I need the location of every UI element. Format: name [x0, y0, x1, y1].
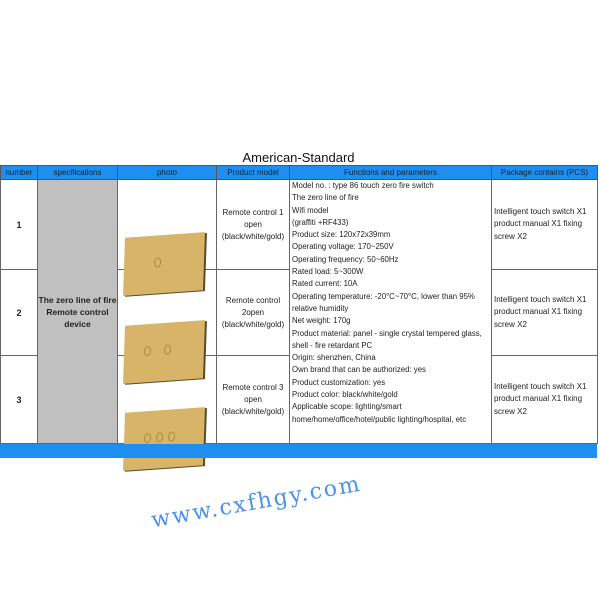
header-photo: photo: [118, 166, 217, 180]
header-row: [1, 166, 598, 180]
function-line: (graffiti +RF433): [292, 217, 349, 227]
function-line: Net weight: 170g: [292, 316, 351, 326]
function-line: Product size: 120x72x39mm: [292, 230, 391, 240]
function-line: Product material: panel - single crystal tempered glass, shell - fire retardant PC: [292, 328, 482, 350]
row-number: 1: [1, 180, 38, 270]
row-number: 2: [1, 270, 38, 356]
header-functions: Functions and parameters: [290, 166, 492, 180]
function-line: Own brand that can be authorized: yes: [292, 365, 426, 375]
function-line: Product customization: yes: [292, 377, 386, 387]
row-number: 3: [1, 356, 38, 444]
function-line: Rated current: 10A: [292, 279, 358, 289]
function-line: Product color: black/white/gold: [292, 390, 398, 400]
table-row: [1, 180, 598, 270]
function-line: Operating voltage: 170~250V: [292, 242, 394, 252]
function-line: Operating temperature: -20°C~70°C, lower than 95% relative humidity: [292, 291, 475, 313]
function-line: Rated load: 5~300W: [292, 267, 364, 277]
function-line: The zero line of fire: [292, 193, 359, 203]
product-table: [0, 165, 598, 444]
model-cell: Remote control 3 open (black/white/gold): [217, 356, 290, 444]
header-specifications: specifications: [38, 166, 118, 180]
table-title: American-Standard: [242, 150, 355, 165]
function-line: Operating frequency: 50~60Hz: [292, 254, 399, 264]
specifications-cell: The zero line of fire Remote control device: [38, 180, 118, 444]
model-cell: Remote control 1 open (black/white/gold): [217, 180, 290, 270]
function-line: Wifi model: [292, 205, 329, 215]
watermark: www.cxfhgy.com: [149, 471, 364, 534]
footer-bar: [0, 444, 597, 458]
model-cell: Remote control 2open (black/white/gold): [217, 270, 290, 356]
function-line: Origin: shenzhen, China: [292, 353, 376, 363]
functions-cell: [290, 180, 492, 444]
header-number: number: [1, 166, 38, 180]
header-package: Package contains (PCS): [492, 166, 598, 180]
photo-cell: [118, 180, 217, 270]
package-cell: Intelligent touch switch X1 product manual X1 fixing screw X2: [492, 180, 598, 270]
function-line: Model no. : type 86 touch zero fire switch: [292, 181, 434, 190]
function-line: Applicable scope: lighting/smart home/home/office/hotel/public lighting/hospital, etc: [292, 402, 467, 424]
package-cell: Intelligent touch switch X1 product manual X1 fixing screw X2: [492, 356, 598, 444]
header-model: Product model: [217, 166, 290, 180]
package-cell: Intelligent touch switch X1 product manual X1 fixing screw X2: [492, 270, 598, 356]
